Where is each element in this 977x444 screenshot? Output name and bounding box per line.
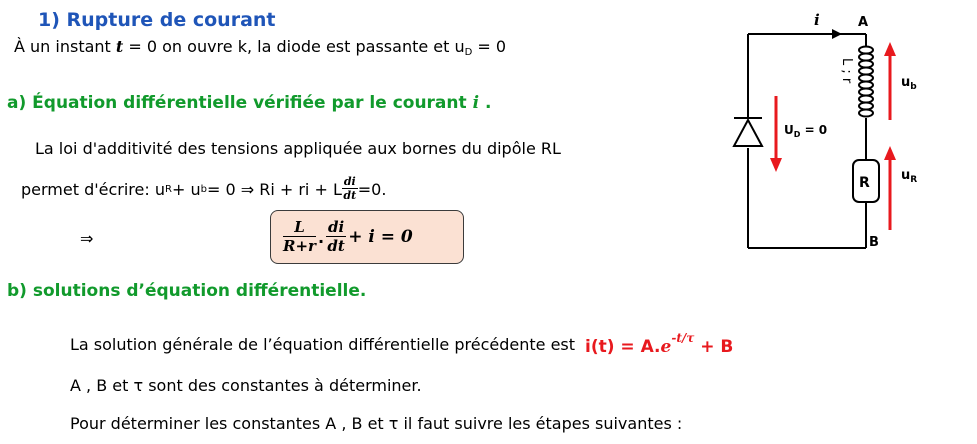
solution-b: + B [694,337,734,357]
ud-label [784,123,827,139]
current-label: i [814,11,820,29]
section-title: 1) Rupture de courant [38,9,276,31]
part-a-heading-var: i [472,93,480,113]
part-a-heading-end: . [479,93,492,113]
solution-e: e [660,337,672,357]
resistor-label: R [859,175,870,191]
ub-label-sub: b [910,82,917,92]
line2-frac-num: di [343,175,356,188]
part-a-heading-text: a) Équation différentielle vérifiée par le courant [7,93,473,113]
inductor-label: L ; r [839,58,854,84]
ud-label-sub: D [793,130,801,139]
part-b-heading: b) solutions d’équation différentielle. [7,281,367,301]
intro-line [14,37,506,58]
ub-label [901,75,917,92]
circuit-diagram [720,0,970,260]
line2-text-b: + u [171,179,201,199]
solution-a: i(t) = A. [585,337,661,357]
part-a-heading [7,93,491,113]
boxed-rest: + i = 0 [348,227,413,247]
boxed-equation [270,210,464,264]
boxed-frac1-num: L [283,219,316,237]
ud-label-value: = 0 [800,123,828,137]
implies-arrow: ⇒ [80,229,94,248]
ur-label-u: u [901,168,911,183]
boxed-frac2-den: dt [327,236,345,255]
part-b-line2: A , B et τ sont des constantes à déterminer. [70,376,422,395]
boxed-dot: . [317,227,325,247]
part-a-line1: La loi d'additivité des tensions appliquée aux bornes du dipôle RL [35,139,561,158]
intro-text-a: À un instant [14,37,116,56]
part-a-line2 [21,176,386,202]
boxed-frac2 [326,219,346,255]
current-arrow-icon [832,29,842,39]
line2-text-c: = 0 ⇒ Ri + ri + L [206,179,342,199]
solution-formula [585,331,733,357]
ub-label-u: u [901,75,911,90]
inductor-coil-icon [859,47,873,117]
line2-text-a: permet d'écrire: u [21,179,165,199]
ud-label-u: U [784,123,794,137]
intro-text-b: = 0 on ouvre k, la diode est passante et u [123,37,465,56]
line2-fraction [342,176,358,202]
solution-exp: -t/τ [671,331,695,345]
diode-icon [734,118,762,146]
part-b-line3: Pour déterminer les constantes A , B et τ il faut suivre les étapes suivantes : [70,414,683,433]
ur-label [901,168,917,185]
node-a-label: A [858,15,869,30]
intro-sub-d: D [464,47,473,58]
boxed-frac1 [283,219,316,255]
part-b-line1 [70,331,733,357]
boxed-frac1-den: R+r [283,236,316,255]
line2-text-d: =0. [357,179,387,199]
node-b-label: B [869,235,879,250]
line2-frac-den: dt [343,189,357,203]
boxed-frac2-num: di [328,218,345,237]
intro-var-t: t [115,37,124,56]
line2-sub-b: b [200,183,207,195]
intro-text-c: = 0 [472,37,507,56]
ur-label-sub: R [910,175,918,185]
line2-sub-r: R [165,183,172,195]
part-b-line1-text: La solution générale de l’équation différentielle précédente est [70,334,576,354]
